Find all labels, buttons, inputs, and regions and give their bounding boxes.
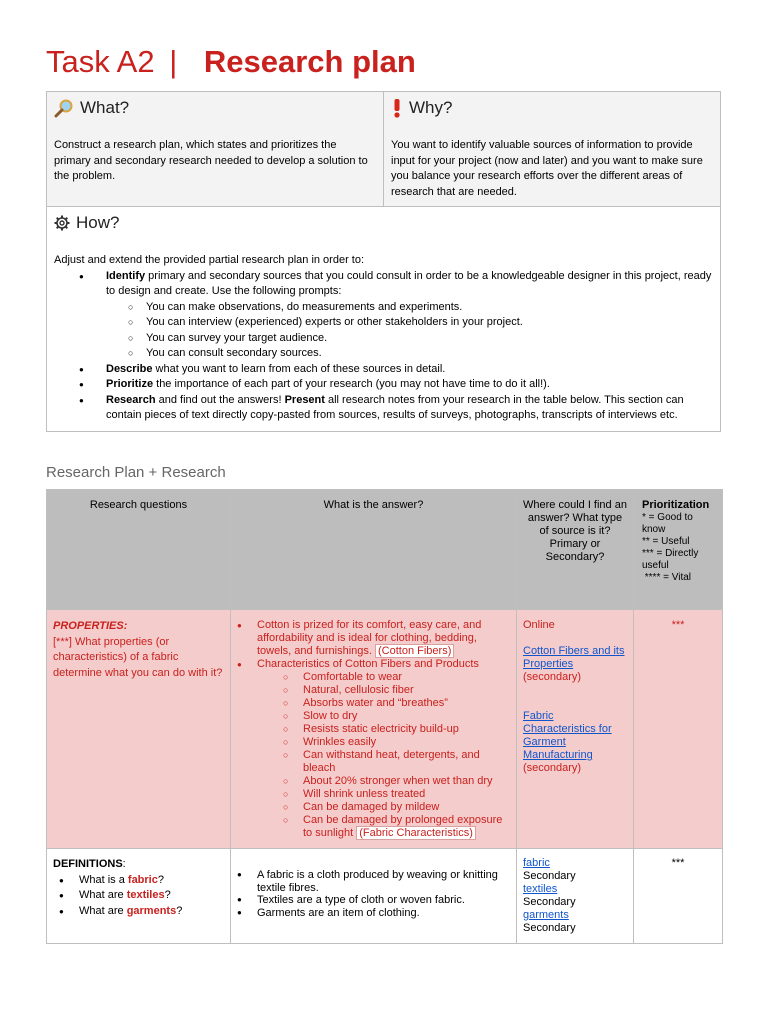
how-sublist [106,300,713,362]
list-item: ● A fabric is a cloth produced by weaving or knitting textile fibres. [231,869,506,894]
list-item: ○ About 20% stronger when wet than dry [257,775,506,788]
how-item-text: all research notes from your research in the table below. This section can contain pieces of text directly copy-pasted from sources, results of surveys, photographs, transcripts of interviews etc. [106,393,684,421]
research-table [46,489,723,944]
how-item-describe [54,362,713,378]
row2-answer [231,849,517,944]
table-row-definitions [47,849,723,944]
gear-icon [54,215,70,231]
row2-source [517,849,634,944]
row2-question-title: DEFINITIONS [53,858,123,870]
list-item [257,814,506,840]
how-item-lead2: Present [284,393,325,406]
row2-question [47,849,231,944]
how-item-identify [54,269,713,362]
how-content [54,253,713,424]
header-source: Where could I find an answer? What type of source is it? Primary or Secondary? [517,490,634,610]
how-heading [54,213,713,233]
row1-answer [231,610,517,849]
list-item: ○ Wrinkles easily [257,736,506,749]
header-questions: Research questions [47,490,231,610]
title-separator: | [169,44,178,79]
row2-answer-list [231,869,506,919]
link-fabric[interactable]: fabric [523,857,550,869]
list-item: ○ Slow to dry [257,710,506,723]
row1-answer-list [231,619,506,840]
list-item: ○ Resists static electricity build-up [257,723,506,736]
how-item-prioritize [54,377,713,393]
how-item-lead: Describe [106,362,153,375]
row1-source-type: (secondary) [523,671,582,683]
how-subitem: ○ You can make observations, do measurements and experiments. [106,300,713,316]
row1-sublist [257,671,506,840]
row1-question-text: [***] What properties (or characteristics) of a fabric determine what you can do with it? [53,635,223,679]
list-item: ○ Absorbs water and “breathes” [257,697,506,710]
list-item: ● Garments are an item of clothing. [231,907,506,920]
how-item-lead: Prioritize [106,378,154,390]
why-heading [391,98,713,118]
row1-answer-text: Characteristics of Cotton Fibers and Products [257,658,479,670]
row2-question-list [53,873,224,920]
how-item-research [54,393,713,424]
table-header-row [47,490,723,610]
link-garments[interactable]: garments [523,909,569,921]
priority-legend-line: * = Good to know [642,512,693,535]
why-text: You want to identify valuable sources of information to provide input for your project (now and later) and you want to make sure you balance your research efforts over the different areas of research that are needed. [391,139,703,198]
row1-question [47,610,231,849]
what-box [46,91,384,207]
row2-source-type: Secondary [523,896,576,908]
list-item: ○ Comfortable to wear [257,671,506,684]
row1-answer-text: Cotton is prized for its comfort, easy care, and affordability and is ideal for clothing, bedding, towels, and furnishings. [257,619,482,657]
exclamation-icon [391,98,403,118]
list-item [231,619,506,658]
row2-source-type: Secondary [523,922,576,934]
how-subitem: ○ You can consult secondary sources. [106,346,713,362]
row1-sub-text: Can be damaged by prolonged exposure to sunlight [303,814,503,839]
list-item: ● What are textiles? [53,888,224,904]
priority-title: Prioritization [642,499,710,511]
how-item-text: what you want to learn from each of these sources in detail. [152,362,446,375]
what-heading [54,98,376,118]
link-cotton-fibers[interactable]: Cotton Fibers and its Properties [523,645,625,670]
list-item [231,658,506,840]
why-box [383,91,721,207]
row1-source-type: (secondary) [523,762,582,774]
how-list [54,269,713,424]
row1-question-title: PROPERTIES: [53,620,128,632]
row1-sub-ref: (Fabric Characteristics) [356,826,476,840]
list-item: ● What is a fabric? [53,873,224,889]
how-intro: Adjust and extend the provided partial research plan in order to: [54,254,365,266]
row1-source [517,610,634,849]
title-main: Research plan [203,44,416,79]
how-item-mid: and find out the answers! [155,393,285,406]
how-subitem: ○ You can interview (experienced) experts or other stakeholders in your project. [106,315,713,331]
list-item: ● Textiles are a type of cloth or woven fabric. [231,894,506,907]
header-answer: What is the answer? [231,490,517,610]
link-fabric-characteristics[interactable]: Fabric Characteristics for Garment Manufacturing [523,710,612,761]
section-title: Research Plan + Research [46,464,226,481]
how-item-text: primary and secondary sources that you could consult in order to be a knowledgeable designer in this project, ready to design and create. Use the following prompts: [106,269,712,297]
list-item: ● What are garments? [53,904,224,920]
row1-priority: *** [634,610,723,849]
list-item: ○ Can be damaged by mildew [257,801,506,814]
link-textiles[interactable]: textiles [523,883,558,895]
list-item: ○ Will shrink unless treated [257,788,506,801]
list-item: ○ Can withstand heat, detergents, and bleach [257,749,506,775]
header-priority [634,490,723,610]
what-text: Construct a research plan, which states and prioritizes the primary and secondary research needed to develop a solution to the problem. [54,139,368,182]
magnifier-icon [54,98,74,118]
priority-legend-line: ** = Useful [642,536,690,547]
row2-source-type: Secondary [523,870,576,882]
how-item-lead: Identify [106,269,146,282]
row1-answer-ref: (Cotton Fibers) [375,644,454,658]
task-label: Task A2 [46,44,155,79]
why-heading-text: Why? [409,98,453,117]
how-heading-text: How? [76,213,120,232]
how-item-text: the importance of each part of your research (you may not have time to do it all!). [153,378,550,390]
how-subitem: ○ You can survey your target audience. [106,331,713,347]
page-title [46,44,416,80]
how-item-lead: Research [106,393,156,406]
table-row-properties [47,610,723,849]
what-heading-text: What? [80,98,130,117]
how-box [46,206,721,432]
row2-question-colon: : [122,858,126,870]
priority-legend-line: *** = Directly useful [642,548,699,571]
priority-legend-line: **** = Vital [642,572,692,583]
list-item: ○ Natural, cellulosic fiber [257,684,506,697]
row1-source-online: Online [523,619,555,631]
row2-priority: *** [634,849,723,944]
